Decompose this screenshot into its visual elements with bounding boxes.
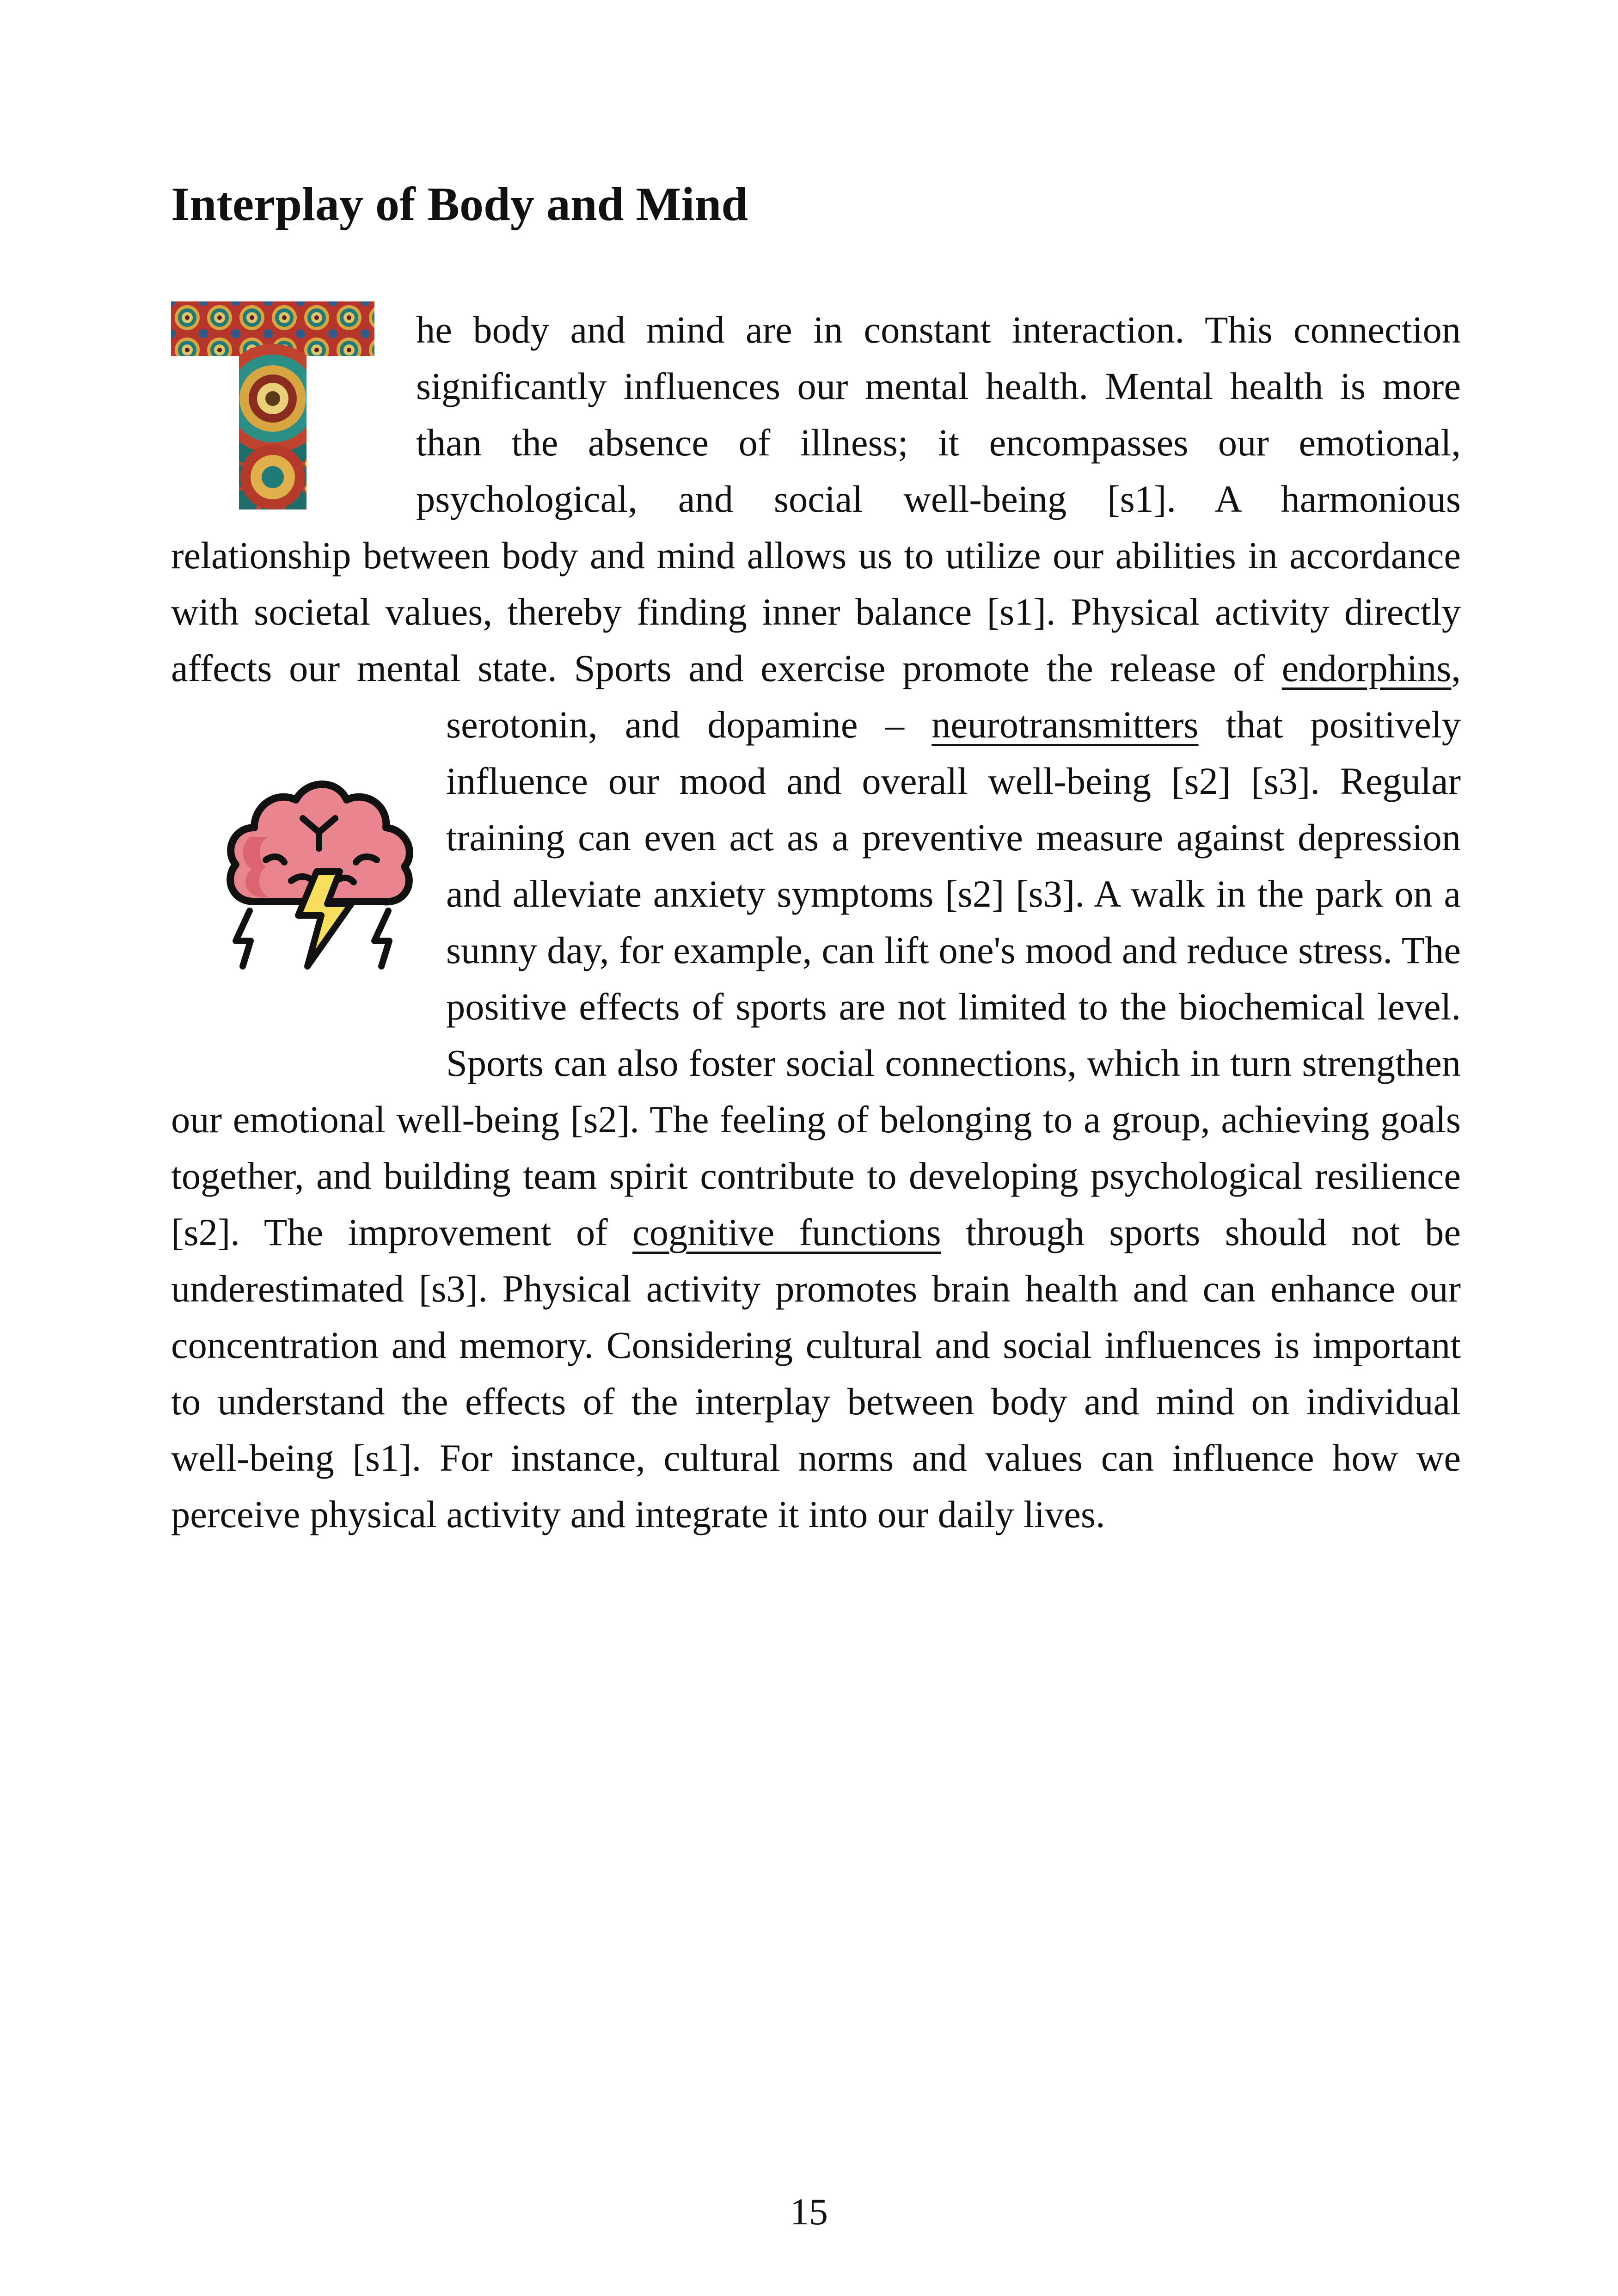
section-heading: Interplay of Body and Mind xyxy=(171,178,748,231)
brain-lightning-icon xyxy=(171,736,446,1047)
page-number: 15 xyxy=(790,2191,828,2233)
term-endorphins: endorphins xyxy=(1281,647,1452,689)
body-text-part-1: he body and mind are in constant interaction. This connection significantly influences our mental health. Mental health is more than the absence of illness; it encompasses our emotional, psychological, and social well-being [s1]. A harmonious relationship between body and mind allows us to utilize our abilities in accordance with societal values, thereby finding inner balance [s1]. Physical activity directly affects our mental state. Sports and exercise promote the release of xyxy=(171,308,1461,689)
term-cognitive-functions: cognitive functions xyxy=(632,1211,941,1253)
body-text-part-3: that positively influence our mood and overall well-being [s2] [s3]. Regular training can even act as a preventive measure against depression and alleviate anxiety symptoms [s2] [s3]. A walk in the park on a sunny day, for example, can lift one's mood and reduce stress. The positive effects of sports are not limited to the biochemical level. Sports can also foster social connections, which in turn strengthen our emotional well-being [s2]. The feeling of belonging to a group, achieving goals together, and building team spirit contribute to developing psychological resilience [s2]. The improvement of xyxy=(171,703,1461,1253)
ornamental-dropcap-t-icon xyxy=(171,301,374,510)
body-text-part-4: through sports should not be underestimated [s3]. Physical activity promotes brain health and can enhance our concentration and memory. Considering cultural and social influences is important to understand the effects of the interplay between body and mind on individual well-being [s1]. For instance, cultural norms and values can influence how we perceive physical activity and integrate it into our daily lives. xyxy=(171,1211,1461,1535)
body-paragraph xyxy=(171,301,1461,1542)
body-text-part-2: , serotonin, and dopamine – xyxy=(446,647,1461,746)
term-neurotransmitters: neurotransmitters xyxy=(932,703,1199,746)
